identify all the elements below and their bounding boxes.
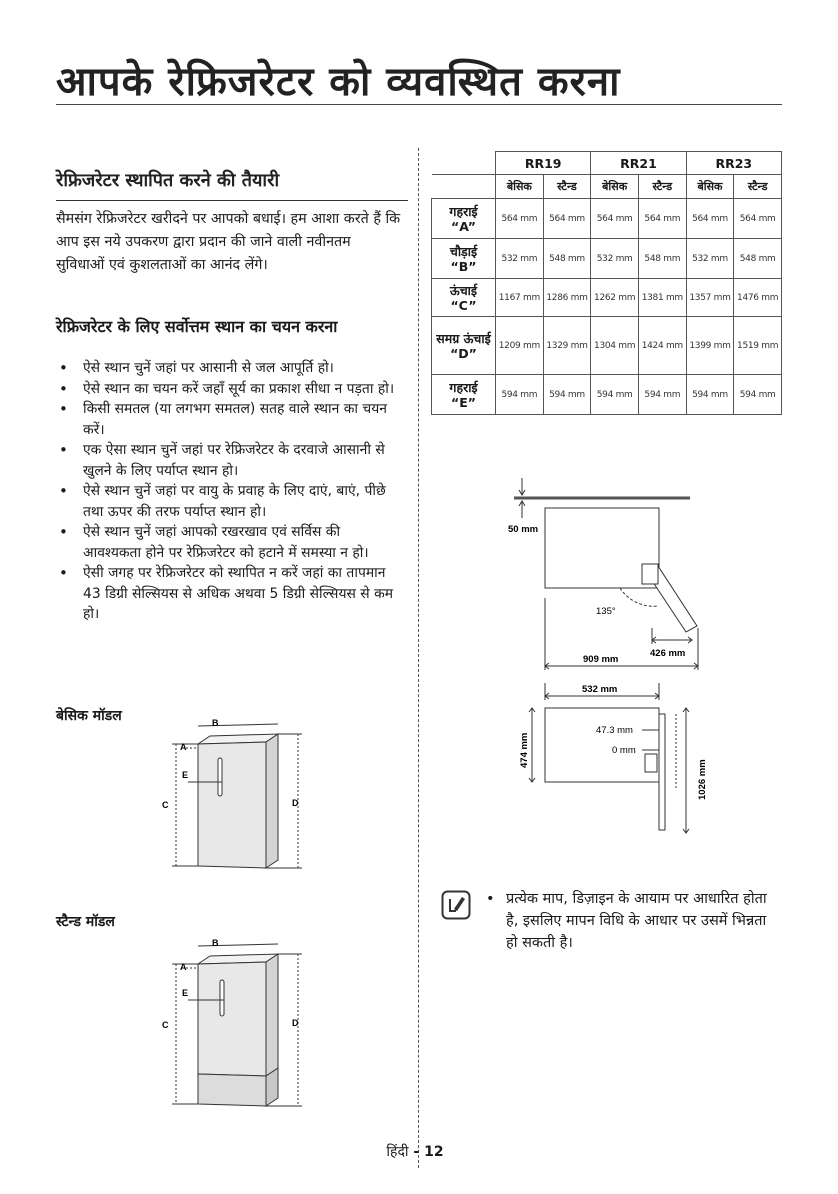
basic-model-label: बेसिक मॉडल <box>56 708 122 724</box>
table-row <box>432 375 782 415</box>
dim-label-e: E <box>182 770 189 780</box>
page-title: आपके रेफ्रिजरेटर को व्यवस्थित करना <box>56 59 621 105</box>
total-depth-label: 909 mm <box>583 654 619 665</box>
variant-header: बेसिक <box>496 175 544 199</box>
page-number: 12 <box>424 1144 444 1160</box>
dim-label-c: C <box>162 1020 169 1030</box>
table-header-variants <box>432 175 782 199</box>
dim-label-a: A <box>180 962 187 972</box>
table-cell: 594 mm <box>496 375 544 415</box>
table-cell: 564 mm <box>543 199 591 239</box>
model-header: RR19 <box>496 152 591 175</box>
table-header-models <box>432 152 782 175</box>
table-cell: 1286 mm <box>543 279 591 317</box>
table-cell: 532 mm <box>496 239 544 279</box>
location-bullets <box>56 358 401 625</box>
row-label: गहराई “E” <box>432 375 496 415</box>
table-row <box>432 317 782 375</box>
table-cell: 564 mm <box>638 199 686 239</box>
dimension-table <box>431 151 782 415</box>
offset-0-label: 0 mm <box>612 745 636 756</box>
table-cell: 1424 mm <box>638 317 686 375</box>
table-cell: 564 mm <box>686 199 734 239</box>
clearance-diagram <box>500 478 720 843</box>
table-cell: 594 mm <box>591 375 639 415</box>
bullet-item: • ऐसे स्थान चुनें जहां आपको रखरखाव एवं सर्विस की आवश्यकता होने पर रेफ्रिजरेटर को हटाने में समस्या न हो। <box>56 522 401 563</box>
note-item: • प्रत्येक माप, डिज़ाइन के आयाम पर आधारित होता है, इसलिए मापन विधि के आधार पर उसमें भिन्नता हो सकती है। <box>486 888 776 954</box>
table-cell: 548 mm <box>638 239 686 279</box>
table-cell: 594 mm <box>543 375 591 415</box>
table-cell: 564 mm <box>734 199 782 239</box>
note-list <box>486 888 776 954</box>
table-cell: 564 mm <box>591 199 639 239</box>
location-title: रेफ्रिजरेटर के लिए सर्वोत्तम स्थान का चयन करना <box>56 317 338 336</box>
table-cell: 1381 mm <box>638 279 686 317</box>
width-label: 532 mm <box>582 684 618 695</box>
section-title: रेफ्रिजरेटर स्थापित करने की तैयारी <box>56 170 280 191</box>
dim-label-b: B <box>212 718 219 728</box>
bullet-item: • एक ऐसा स्थान चुनें जहां पर रेफ्रिजरेटर के दरवाजे आसानी से खुलने के लिए पर्याप्त स्थान हो। <box>56 440 401 481</box>
table-cell: 564 mm <box>496 199 544 239</box>
table-cell: 594 mm <box>734 375 782 415</box>
front-depth-label: 474 mm <box>519 732 530 768</box>
table-cell: 1329 mm <box>543 317 591 375</box>
dim-label-e: E <box>182 988 189 998</box>
table-cell: 1209 mm <box>496 317 544 375</box>
table-cell: 548 mm <box>734 239 782 279</box>
table-cell: 532 mm <box>591 239 639 279</box>
row-label: चौड़ाई “B” <box>432 239 496 279</box>
table-cell: 1357 mm <box>686 279 734 317</box>
bullet-item: • ऐसे स्थान चुनें जहां पर वायु के प्रवाह के लिए दाएं, बाएं, पीछे तथा ऊपर की तरफ पर्याप्त स्थान हो। <box>56 481 401 522</box>
bullet-item: • ऐसे स्थान का चयन करें जहाँ सूर्य का प्रकाश सीधा न पड़ता हो। <box>56 379 401 400</box>
footer-separator: - <box>408 1144 425 1160</box>
table-cell: 594 mm <box>638 375 686 415</box>
table-cell: 532 mm <box>686 239 734 279</box>
variant-header: स्टैन्ड <box>734 175 782 199</box>
dim-label-b: B <box>212 938 219 948</box>
model-header: RR23 <box>686 152 781 175</box>
variant-header: बेसिक <box>591 175 639 199</box>
bullet-item: • ऐसी जगह पर रेफ्रिजरेटर को स्थापित न करें जहां का तापमान 43 डिग्री सेल्सियस से अधिक अथवा 5 डिग्री सेल्सियस से कम हो। <box>56 563 401 625</box>
door-clearance-label: 426 mm <box>650 648 686 659</box>
table-cell: 594 mm <box>686 375 734 415</box>
dim-label-c: C <box>162 800 169 810</box>
title-rule <box>56 104 782 105</box>
table-row <box>432 199 782 239</box>
page-footer <box>340 1142 490 1161</box>
variant-header: बेसिक <box>686 175 734 199</box>
offset-47-label: 47.3 mm <box>596 725 633 736</box>
table-cell: 548 mm <box>543 239 591 279</box>
variant-header: स्टैन्ड <box>638 175 686 199</box>
table-cell: 1167 mm <box>496 279 544 317</box>
note-icon <box>441 890 471 920</box>
bullet-item: • किसी समतल (या लगभग समतल) सतह वाले स्थान का चयन करें। <box>56 399 401 440</box>
row-label: समग्र ऊंचाई “D” <box>432 317 496 375</box>
bullet-item: • ऐसे स्थान चुनें जहां पर आसानी से जल आपूर्ति हो। <box>56 358 401 379</box>
dim-label-d: D <box>292 798 299 808</box>
model-header: RR21 <box>591 152 686 175</box>
table-cell: 1519 mm <box>734 317 782 375</box>
column-divider <box>418 148 419 1168</box>
table-row <box>432 279 782 317</box>
intro-paragraph: सैमसंग रेफ्रिजरेटर खरीदने पर आपको बधाई। हम आशा करते हैं कि आप इस नये उपकरण द्वारा प्रदान की जाने वाली नवीनतम सुविधाओं एवं कुशलताओं का आनंद लेंगे। <box>56 211 401 273</box>
section-rule <box>56 200 408 201</box>
table-row <box>432 239 782 279</box>
total-with-door-label: 1026 mm <box>697 759 708 800</box>
stand-model-figure <box>150 936 320 1111</box>
table-cell: 1304 mm <box>591 317 639 375</box>
table-cell: 1476 mm <box>734 279 782 317</box>
dim-label-a: A <box>180 742 187 752</box>
footer-language: हिंदी <box>386 1144 409 1160</box>
stand-model-label: स्टैन्ड मॉडल <box>56 914 115 930</box>
dim-label-d: D <box>292 1018 299 1028</box>
table-cell: 1262 mm <box>591 279 639 317</box>
basic-model-figure <box>150 718 320 878</box>
variant-header: स्टैन्ड <box>543 175 591 199</box>
table-cell: 1399 mm <box>686 317 734 375</box>
row-label: ऊंचाई “C” <box>432 279 496 317</box>
row-label: गहराई “A” <box>432 199 496 239</box>
top-gap-label: 50 mm <box>508 524 539 535</box>
angle-label: 135° <box>596 606 616 617</box>
